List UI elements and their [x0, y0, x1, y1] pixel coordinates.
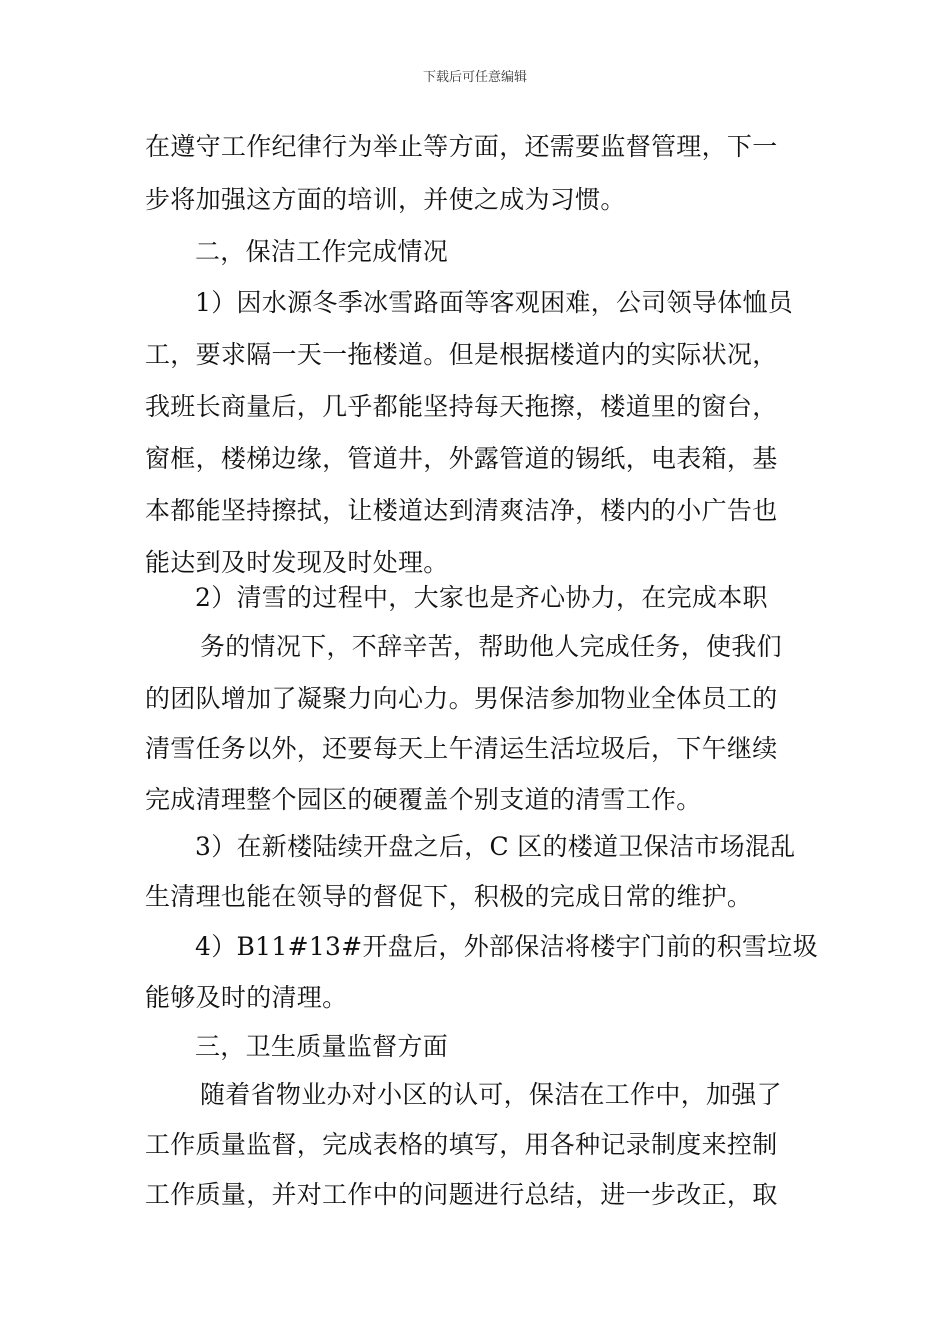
text-line: 我班长商量后，几乎都能坚持每天拖擦，楼道里的窗台，: [145, 392, 778, 421]
section-heading: 三，卫生质量监督方面: [195, 1032, 449, 1061]
text-line: 4）B11#13#开盘后，外部保洁将楼宇门前的积雪垃圾: [195, 932, 818, 961]
text-line: 窗框，楼梯边缘，管道井，外露管道的锡纸，电表箱，基: [145, 444, 778, 473]
text-line: 随着省物业办对小区的认可，保洁在工作中，加强了: [200, 1080, 782, 1109]
text-line: 生清理也能在领导的督促下，积极的完成日常的维护。: [145, 882, 753, 911]
text-line: 工作质量监督，完成表格的填写，用各种记录制度来控制: [145, 1130, 778, 1159]
text-line: 工作质量，并对工作中的问题进行总结，进一步改正，取: [145, 1180, 778, 1209]
text-line: 务的情况下，不辞辛苦，帮助他人完成任务，使我们: [200, 632, 782, 661]
text-line: 的团队增加了凝聚力向心力。男保洁参加物业全体员工的: [145, 684, 778, 713]
text-line: 能够及时的清理。: [145, 983, 348, 1012]
page-header: 下载后可任意编辑: [422, 70, 527, 85]
text-line: 完成清理整个园区的硬覆盖个别支道的清雪工作。: [145, 785, 702, 814]
text-line: 工，要求隔一天一拖楼道。但是根据楼道内的实际状况，: [145, 340, 778, 369]
text-line: 能达到及时发现及时处理。: [145, 548, 449, 577]
text-line: 本都能坚持擦拭，让楼道达到清爽洁净，楼内的小广告也: [145, 496, 778, 525]
section-heading: 二，保洁工作完成情况: [195, 237, 449, 266]
text-line: 2）清雪的过程中，大家也是齐心协力，在完成本职: [195, 583, 768, 612]
text-line: 1）因水源冬季冰雪路面等客观困难，公司领导体恤员: [195, 288, 794, 317]
text-line: 清雪任务以外，还要每天上午清运生活垃圾后，下午继续: [145, 734, 778, 763]
text-line: 步将加强这方面的培训，并使之成为习惯。: [145, 185, 626, 214]
text-line: 3）在新楼陆续开盘之后，C 区的楼道卫保洁市场混乱: [195, 832, 796, 861]
text-line: 在遵守工作纪律行为举止等方面，还需要监督管理，下一: [145, 132, 778, 161]
